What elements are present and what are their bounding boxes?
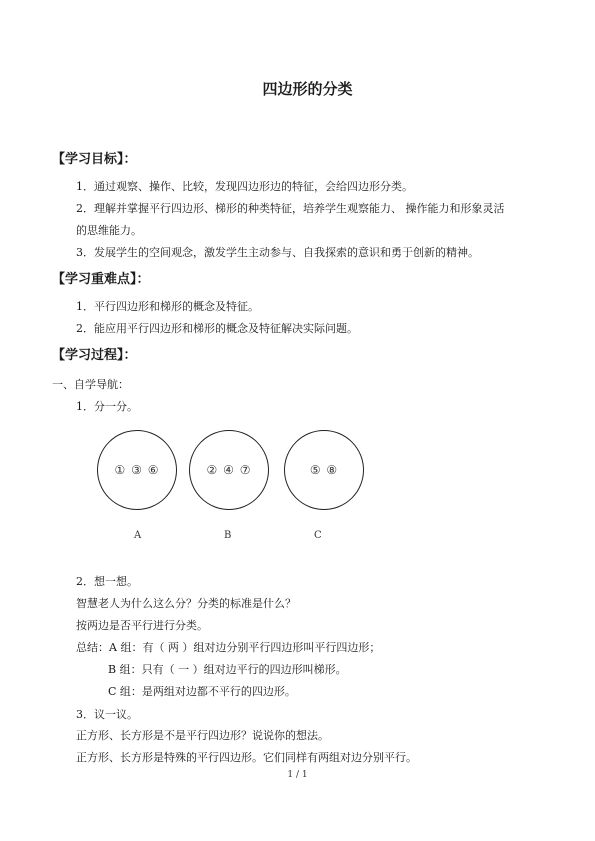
group-b-circle	[189, 430, 269, 510]
goal-item-2: 2．理解并掌握平行四边形、梯形的种类特征，培养学生观察能力、 操作能力和形象灵活	[76, 202, 505, 215]
self-study-label: 一、自学导航：	[52, 378, 129, 391]
goal-item-2-cont: 的思维能力。	[76, 224, 142, 237]
process-heading: 【学习过程】：	[52, 348, 137, 363]
question-1: 智慧老人为什么这么分？分类的标准是什么？	[76, 597, 296, 610]
goal-item-1: 1．通过观察、操作、比较，发现四边形边的特征，会给四边形分类。	[76, 180, 413, 193]
summary-b: B 组：只有（ 一 ）组对边平行的四边形叫梯形。	[108, 663, 347, 676]
group-b-label: B	[224, 530, 232, 541]
group-a-shapes: ① ③ ⑥	[114, 463, 160, 477]
page-title: 四边形的分类	[262, 80, 353, 98]
page-number: 1 / 1	[287, 770, 308, 780]
goal-item-3: 3．发展学生的空间观念，激发学生主动参与、自我探索的意识和勇于创新的精神。	[76, 246, 479, 259]
summary-c: C 组：是两组对边都不平行的四边形。	[108, 685, 296, 698]
question-2: 按两边是否平行进行分类。	[76, 619, 208, 632]
group-c-circle	[284, 430, 364, 510]
group-a-label: A	[134, 530, 142, 541]
discussion-2: 正方形、长方形是特殊的平行四边形。它们同样有两组对边分别平行。	[76, 751, 417, 764]
keypoints-heading: 【学习重难点】：	[52, 272, 150, 287]
keypoint-item-2: 2．能应用平行四边形和梯形的概念及特征解决实际问题。	[76, 322, 358, 335]
keypoint-item-1: 1．平行四边形和梯形的概念及特征。	[76, 300, 259, 313]
step-divide: 1．分一分。	[76, 400, 138, 413]
group-b-shapes: ② ④ ⑦	[206, 463, 252, 477]
group-c-shapes: ⑤ ⑧	[309, 463, 339, 477]
summary-a: 总结：A 组：有（ 两 ）组对边分别平行四边形叫平行四边形；	[76, 641, 381, 654]
step-think: 2．想一想。	[76, 575, 138, 588]
group-a-circle	[97, 430, 177, 510]
goals-heading: 【学习目标】：	[52, 152, 137, 167]
discussion-1: 正方形、长方形是不是平行四边形？说说你的想法。	[76, 729, 329, 742]
step-discuss: 3．议一议。	[76, 708, 138, 721]
group-c-label: C	[314, 530, 322, 541]
